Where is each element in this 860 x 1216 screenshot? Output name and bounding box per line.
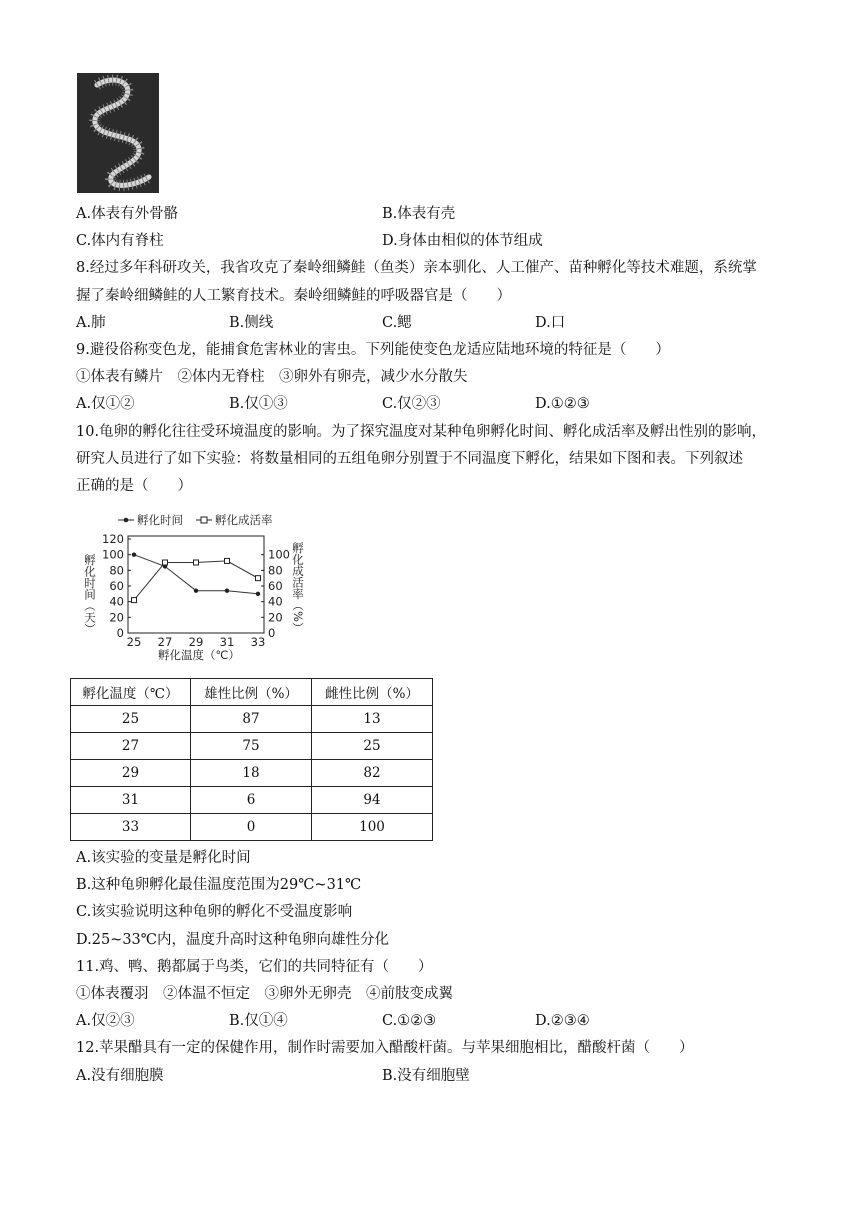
table-cell: 18 (191, 760, 312, 787)
y-left-tick-label: 40 (109, 594, 124, 609)
q7-option-d[interactable]: D.身体由相似的体节组成 (382, 233, 543, 249)
table-row (71, 814, 433, 841)
q8-option-d[interactable]: D.口 (535, 315, 566, 331)
table-cell: 100 (312, 814, 433, 841)
table-row (71, 787, 433, 814)
q10-option-d[interactable]: D.25~33℃内，温度升高时这种龟卵向雄性分化 (76, 932, 389, 948)
x-tick-label: 27 (157, 635, 173, 649)
hatching-chart (76, 506, 316, 674)
q12-option-b[interactable]: B.没有细胞壁 (382, 1068, 470, 1084)
q10-option-a[interactable]: A.该实验的变量是孵化时间 (76, 850, 251, 866)
q10-stem-line2: 研究人员进行了如下实验：将数量相同的五组龟卵分别置于不同温度下孵化，结果如下图和表。下列叙述 (76, 451, 743, 467)
y-left-tick-label: 60 (109, 579, 124, 593)
sex-ratio-table (70, 678, 433, 841)
legend-series-1: 孵化时间 (137, 513, 183, 527)
table-header-female: 雌性比例（%） (312, 679, 433, 706)
table-cell: 31 (71, 787, 191, 814)
series-2-point (256, 576, 261, 581)
series-2-point (132, 598, 137, 603)
q8-option-c[interactable]: C.鳃 (382, 315, 412, 331)
x-tick-label: 31 (219, 635, 235, 649)
table-cell: 82 (312, 760, 433, 787)
table-cell: 29 (71, 760, 191, 787)
fossil-skeleton-icon (77, 73, 159, 193)
table-cell: 33 (71, 814, 191, 841)
x-tick-label: 33 (250, 635, 266, 649)
table-cell: 94 (312, 787, 433, 814)
chart-legend (118, 513, 273, 527)
y-axis-right-label: 孵化成活率（%） (291, 542, 305, 634)
legend-square-marker (201, 517, 207, 523)
q8-stem-line1: 8.经过多年科研攻关，我省攻克了秦岭细鳞鲑（鱼类）亲本驯化、人工催产、苗种孵化等技术难题，系统掌 (76, 260, 757, 276)
table-header-temp: 孵化温度（℃） (71, 679, 191, 706)
y-axis-left-label: 孵化时间（天） (83, 554, 97, 635)
series-line-2 (134, 561, 258, 600)
q8-option-a[interactable]: A.肺 (76, 315, 106, 331)
table-cell: 27 (71, 733, 191, 760)
q10-stem-line1: 10.龟卵的孵化往往受环境温度的影响。为了探究温度对某种龟卵孵化时间、孵化成活率及孵出性别的影响， (76, 424, 767, 440)
q8-stem-line2: 握了秦岭细鳞鲑的人工繁育技术。秦岭细鳞鲑的呼吸器官是（ ） (76, 288, 511, 304)
series-2-point (225, 558, 230, 563)
fossil-image (77, 73, 159, 193)
table-header-row (71, 679, 433, 706)
q10-option-c[interactable]: C.该实验说明这种龟卵的孵化不受温度影响 (76, 904, 353, 920)
table-row (71, 760, 433, 787)
q7-option-b[interactable]: B.体表有壳 (382, 206, 456, 222)
q11-option-d[interactable]: D.②③④ (535, 1013, 590, 1029)
q9-option-c[interactable]: C.仅②③ (382, 396, 441, 412)
table-row (71, 733, 433, 760)
q11-option-c[interactable]: C.①②③ (382, 1013, 437, 1029)
table-cell: 13 (312, 706, 433, 733)
q9-option-b[interactable]: B.仅①③ (229, 396, 288, 412)
y-right-tick-label: 0 (268, 626, 276, 640)
q9-items: ①体表有鳞片 ②体内无脊柱 ③卵外有卵壳，减少水分散失 (76, 369, 468, 385)
q7-option-a[interactable]: A.体表有外骨骼 (76, 206, 179, 222)
q11-stem-line1: 11.鸡、鸭、鹅都属于鸟类，它们的共同特征有（ ） (76, 959, 433, 975)
q11-items: ①体表覆羽 ②体温不恒定 ③卵外无卵壳 ④前肢变成翼 (76, 986, 453, 1002)
table-row (71, 706, 433, 733)
x-tick-label: 25 (126, 635, 142, 649)
q8-option-b[interactable]: B.侧线 (229, 315, 274, 331)
table-cell: 25 (71, 706, 191, 733)
x-tick-label: 29 (188, 635, 204, 649)
table-header-male: 雄性比例（%） (191, 679, 312, 706)
q9-option-d[interactable]: D.①②③ (535, 396, 590, 412)
y-left-tick-label: 20 (109, 610, 124, 625)
q12-stem-line1: 12.苹果醋具有一定的保健作用，制作时需要加入醋酸杆菌。与苹果细胞相比，醋酸杆菌（ ） (76, 1040, 694, 1056)
y-right-tick-label: 80 (268, 563, 283, 578)
y-right-tick-label: 100 (268, 547, 290, 562)
series-1-point (256, 592, 260, 596)
legend-series-2: 孵化成活率 (215, 513, 273, 527)
q9-option-a[interactable]: A.仅①② (76, 396, 135, 412)
q10-option-b[interactable]: B.这种龟卵孵化最佳温度范围为29℃~31℃ (76, 877, 362, 893)
series-2-point (163, 560, 168, 565)
series-1-point (225, 589, 229, 593)
series-1-point (194, 589, 198, 593)
legend-dot-marker (124, 518, 129, 523)
q7-option-c[interactable]: C.体内有脊柱 (76, 233, 164, 249)
y-right-tick-label: 40 (268, 594, 283, 609)
q12-option-a[interactable]: A.没有细胞膜 (76, 1068, 164, 1084)
y-left-tick-label: 80 (109, 563, 124, 578)
q10-stem-line3: 正确的是（ ） (76, 478, 192, 494)
table-cell: 0 (191, 814, 312, 841)
plot-frame (128, 536, 264, 633)
table-cell: 75 (191, 733, 312, 760)
series-2-point (194, 560, 199, 565)
series-1-point (132, 552, 136, 556)
y-right-tick-label: 20 (268, 610, 283, 625)
x-axis-label: 孵化温度（℃） (158, 648, 240, 662)
table-cell: 25 (312, 733, 433, 760)
q11-option-a[interactable]: A.仅②③ (76, 1013, 135, 1029)
q11-option-b[interactable]: B.仅①④ (229, 1013, 288, 1029)
y-right-tick-label: 60 (268, 579, 283, 593)
table-cell: 87 (191, 706, 312, 733)
q9-stem-line1: 9.避役俗称变色龙，能捕食危害林业的害虫。下列能使变色龙适应陆地环境的特征是（ ） (76, 342, 670, 358)
y-left-tick-label: 120 (102, 532, 124, 546)
table-cell: 6 (191, 787, 312, 814)
y-left-tick-label: 100 (102, 547, 124, 562)
y-left-tick-label: 0 (116, 626, 124, 640)
